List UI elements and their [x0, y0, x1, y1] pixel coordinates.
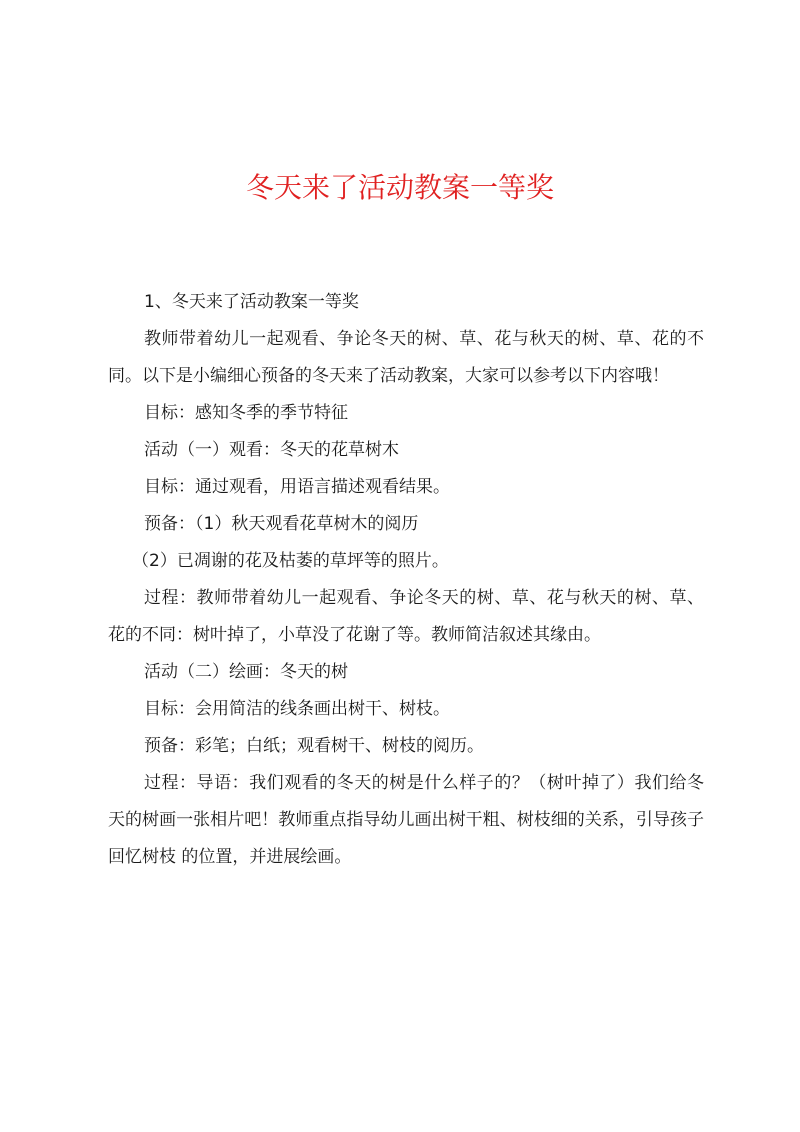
- intro-paragraph: 教师带着幼儿一起观看、争论冬天的树、草、花与秋天的树、草、花的不同。以下是小编细心预备的冬天来了活动教案，大家可以参考以下内容哦！: [108, 329, 704, 386]
- activity-one-prep: 预备：（1）秋天观看花草树木的阅历: [144, 514, 419, 534]
- activity-two-prep: 预备：彩笔；白纸；观看树干、树枝的阅历。: [144, 736, 484, 756]
- activity-two-goal: 目标：会用简洁的线条画出树干、树枝。: [144, 699, 450, 719]
- activity-two-heading: 活动（二）绘画：冬天的树: [144, 662, 348, 682]
- activity-one-prep-2: （2）已凋谢的花及枯萎的草坪等的照片。: [132, 551, 449, 571]
- document-title: 冬天来了活动教案一等奖: [245, 171, 554, 204]
- section-heading: 1、冬天来了活动教案一等奖: [144, 292, 359, 312]
- activity-one-goal: 目标：通过观看，用语言描述观看结果。: [144, 477, 450, 497]
- activity-one-process: 过程：教师带着幼儿一起观看、争论冬天的树、草、花与秋天的树、草、花的不同：树叶掉了，小草没了花谢了等。教师简洁叙述其缘由。: [108, 588, 704, 645]
- activity-one-heading: 活动（一）观看：冬天的花草树木: [144, 440, 399, 460]
- activity-two-process: 过程：导语：我们观看的冬天的树是什么样子的？（树叶掉了）我们给冬天的树画一张相片吧！教师重点指导幼儿画出树干粗、树枝细的关系，引导孩子回忆树枝 的位置，并进展绘画。: [108, 773, 704, 867]
- goal-paragraph: 目标：感知冬季的季节特征: [144, 403, 348, 423]
- document-body: [108, 284, 704, 876]
